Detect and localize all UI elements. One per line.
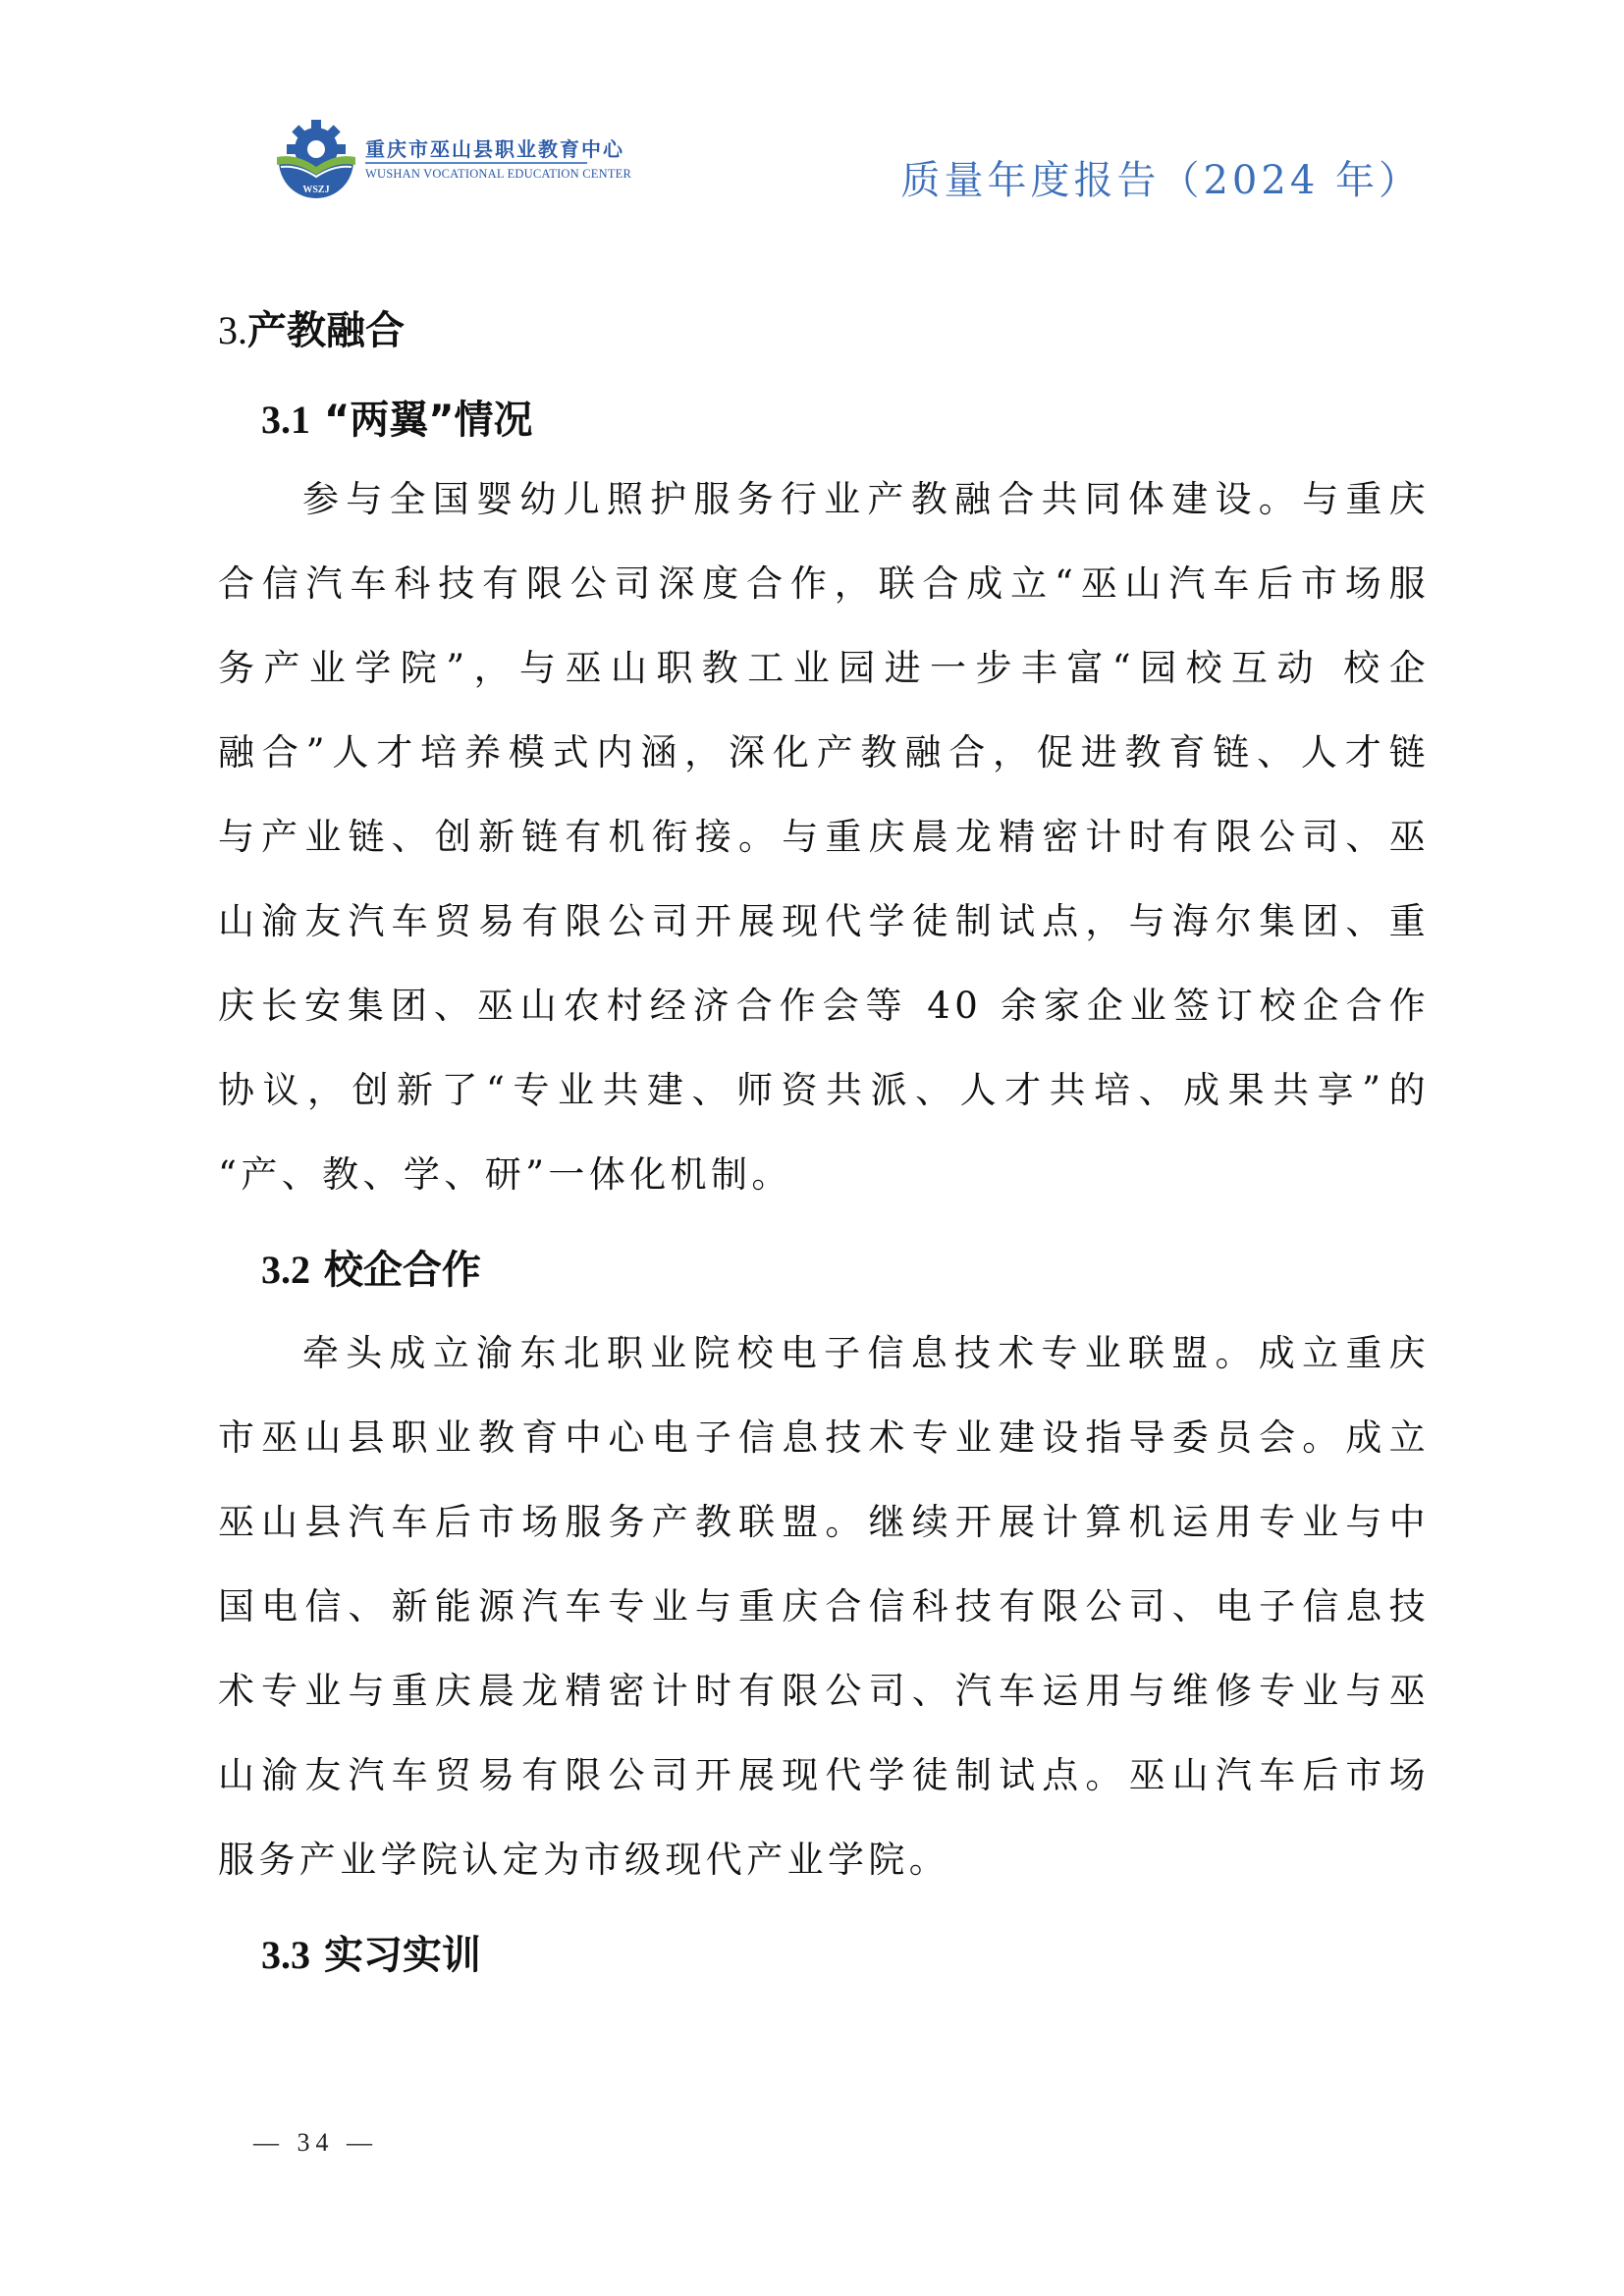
paragraph-3-1 (218, 457, 1430, 1217)
text-line: 巫山县汽车后市场服务产教联盟。继续开展计算机运用专业与中 (218, 1501, 1430, 1543)
text-line: 市巫山县职业教育中心电子信息技术专业建设指导委员会。成立 (218, 1416, 1430, 1459)
text-line: 融合”人才培养模式内涵，深化产教融合，促进教育链、人才链 (218, 731, 1430, 774)
text-line: 山渝友汽车贸易有限公司开展现代学徒制试点，与海尔集团、重 (218, 900, 1430, 942)
report-title: 质量年度报告（2024 年） (900, 158, 1422, 203)
text-line: 协议，创新了“专业共建、师资共派、人才共培、成果共享”的 (218, 1069, 1430, 1111)
gear-book-emblem-icon (271, 116, 361, 202)
subsection-heading-3-1 (261, 389, 533, 445)
section-title: 产教融合 (247, 308, 405, 353)
text-line: 庆长安集团、巫山农村经济合作会等 40 余家企业签订校企合作 (218, 985, 1430, 1027)
subsection-heading-3-2 (261, 1239, 481, 1295)
school-logo (271, 116, 632, 204)
subsection-number: 3.2 (261, 1248, 310, 1292)
text-line: 务产业学院”，与巫山职教工业园进一步丰富“园校互动 校企 (218, 647, 1430, 689)
text-line: 术专业与重庆晨龙精密计时有限公司、汽车运用与维修专业与巫 (218, 1670, 1430, 1712)
text-line: 牵头成立渝东北职业院校电子信息技术专业联盟。成立重庆 (302, 1332, 1430, 1374)
section-heading (218, 299, 405, 355)
subsection-title: 校企合作 (323, 1248, 481, 1293)
text-line: 与产业链、创新链有机衔接。与重庆晨龙精密计时有限公司、巫 (218, 816, 1430, 858)
section-number: 3. (218, 308, 247, 352)
logo-badge-text: WSZJ (302, 185, 330, 195)
school-name-cn: 重庆市巫山县职业教育中心 (365, 137, 624, 161)
subsection-title: “两翼”情况 (323, 398, 533, 443)
subsection-heading-3-3 (261, 1924, 481, 1980)
school-name-en: WUSHAN VOCATIONAL EDUCATION CENTER (365, 167, 632, 181)
text-line: 国电信、新能源汽车专业与重庆合信科技有限公司、电子信息技 (218, 1585, 1430, 1628)
text-line: 参与全国婴幼儿照护服务行业产教融合共同体建设。与重庆 (302, 478, 1430, 520)
paragraph-3-2 (218, 1311, 1430, 1902)
text-line: 山渝友汽车贸易有限公司开展现代学徒制试点。巫山汽车后市场 (218, 1754, 1430, 1796)
page-header (0, 0, 1624, 226)
text-line: “产、教、学、研”一体化机制。 (218, 1153, 792, 1196)
logo-divider (365, 162, 587, 164)
subsection-number: 3.1 (261, 398, 310, 442)
text-line: 合信汽车科技有限公司深度合作，联合成立“巫山汽车后市场服 (218, 562, 1430, 605)
text-line: 服务产业学院认定为市级现代产业学院。 (218, 1839, 950, 1881)
subsection-title: 实习实训 (323, 1933, 481, 1978)
subsection-number: 3.3 (261, 1933, 310, 1977)
page-number: — 34 — (253, 2128, 378, 2157)
